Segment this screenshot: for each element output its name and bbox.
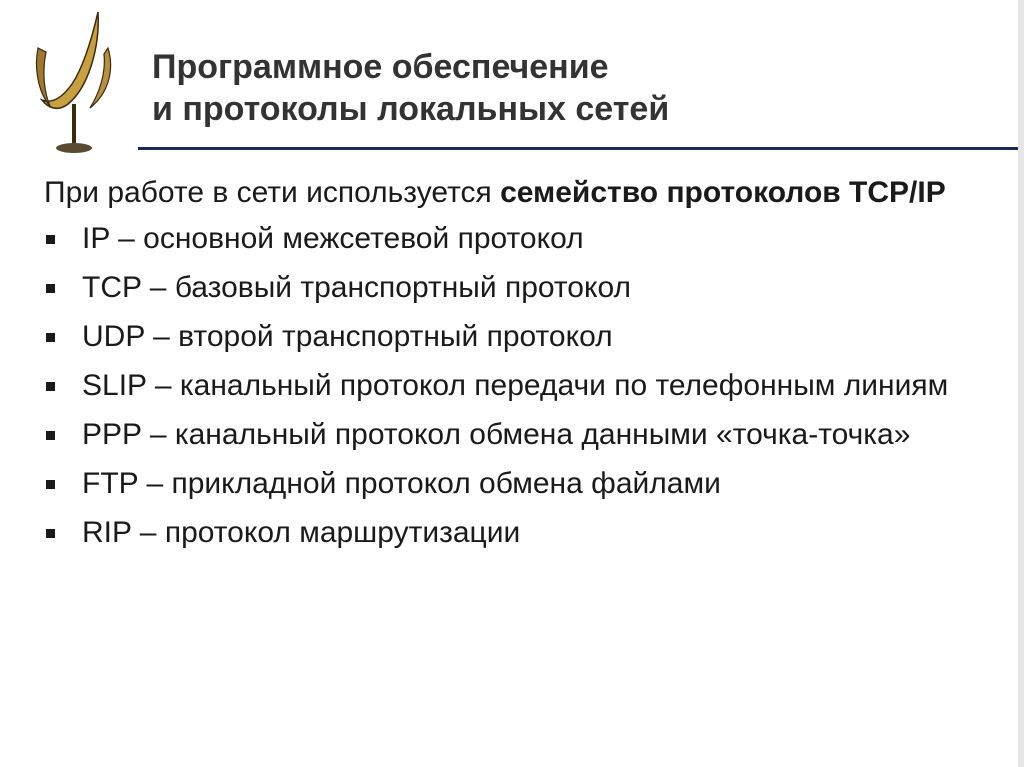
list-item-text: UDP – второй транспортный протокол bbox=[82, 320, 613, 353]
bullet-square-icon bbox=[46, 480, 55, 489]
intro-bold-text: семейство протоколов TCP/IP bbox=[500, 176, 946, 209]
bullet-square-icon bbox=[46, 333, 55, 342]
logo-icon bbox=[28, 8, 128, 158]
intro-paragraph bbox=[44, 172, 974, 214]
list-item-text: IP – основной межсетевой протокол bbox=[82, 222, 584, 255]
slide-title bbox=[152, 46, 669, 130]
bullet-square-icon bbox=[46, 431, 55, 440]
list-item bbox=[44, 218, 974, 260]
title-divider bbox=[138, 147, 1018, 150]
list-item-text: TCP – базовый транспортный протокол bbox=[82, 271, 631, 304]
list-item bbox=[44, 463, 974, 505]
list-item bbox=[44, 316, 974, 358]
list-item bbox=[44, 512, 974, 554]
intro-text: При работе в сети используется bbox=[44, 176, 501, 209]
list-item bbox=[44, 365, 974, 407]
slide-border bbox=[1018, 0, 1024, 767]
bullet-square-icon bbox=[46, 382, 55, 391]
list-item bbox=[44, 414, 974, 456]
list-item-text: FTP – прикладной протокол обмена файлами bbox=[82, 467, 721, 500]
bullet-square-icon bbox=[46, 235, 55, 244]
list-item-text: RIP – протокол маршрутизации bbox=[82, 516, 521, 549]
list-item-text: PPP – канальный протокол обмена данными «точка-точка» bbox=[82, 418, 911, 451]
slide-title-line-1: Программное обеспечение bbox=[152, 48, 609, 86]
list-item-text: SLIP – канальный протокол передачи по телефонным линиям bbox=[82, 369, 949, 402]
slide-title-line-2: и протоколы локальных сетей bbox=[152, 90, 670, 128]
protocol-list bbox=[44, 218, 974, 554]
slide-content bbox=[44, 172, 974, 561]
bullet-square-icon bbox=[46, 284, 55, 293]
list-item bbox=[44, 267, 974, 309]
bullet-square-icon bbox=[46, 529, 55, 538]
